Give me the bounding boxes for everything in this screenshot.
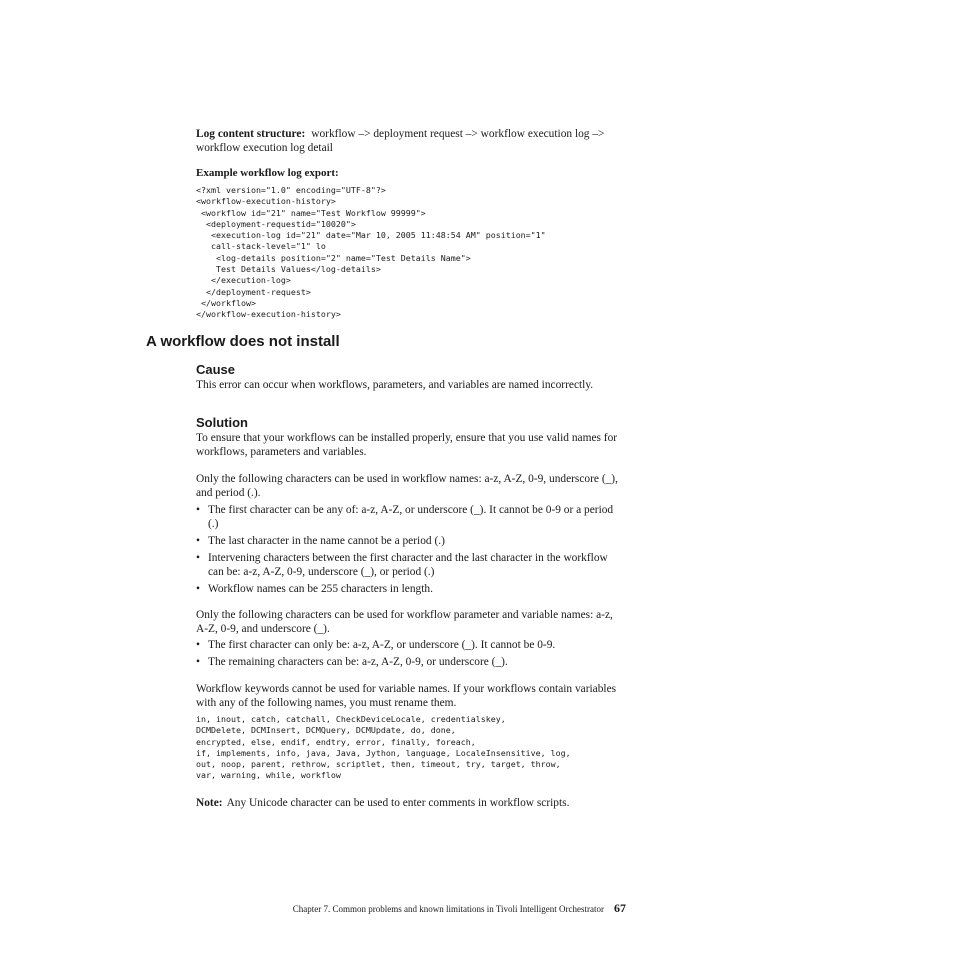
list-item: • The last character in the name cannot be a period (.) [196,534,626,548]
solution-paragraph-4: Workflow keywords cannot be used for variable names. If your workflows contain variables with any of the following names, you must rename them. [196,683,617,709]
cause-heading: Cause [196,362,236,377]
list-item: • The remaining characters can be: a-z, A-Z, 0-9, or underscore (_). [196,655,626,669]
xml-code-block: <?xml version="1.0" encoding="UTF-8"?> <workflow-execution-history> <workflow id="21" name="Test Workflow 99999"> <deployment-requestid="10020"> <execution-log id="21" date="Mar 10, 2005 11:48:54 AM" position="1" call-stack-level="1" lo <log-details position="2" name="Test Details Name"> Test Details Values</log-details> </execution-log> </deployment-request> </workflow> </workflow-execution-history> [196,185,546,320]
list-item: • The first character can only be: a-z, A-Z, or underscore (_). It cannot be 0-9. [196,638,626,652]
note-label: Note: [196,797,223,809]
solution-paragraph-2: Only the following characters can be used in workflow names: a-z, A-Z, 0-9, underscore (_), and period (.). [196,473,618,499]
solution-heading: Solution [196,415,248,430]
footer-chapter: Chapter 7. Common problems and known limitations in Tivoli Intelligent Orchestrator [292,904,604,914]
log-structure-label: Log content structure: [196,128,306,140]
workflow-name-rules-list [196,503,626,599]
note-text: Any Unicode character can be used to enter comments in workflow scripts. [226,797,570,809]
log-structure-paragraph [196,127,626,155]
list-item: • Intervening characters between the first character and the last character in the workflow can be: a-z, A-Z, 0-9, underscore (_), or period (.) [196,551,626,579]
log-structure-text: workflow –> deployment request –> workflow execution log –> workflow execution log detail [196,128,605,154]
cause-text: This error can occur when workflows, parameters, and variables are named incorrectly. [196,379,594,391]
page-number: 67 [614,901,626,915]
note-paragraph [196,796,626,810]
variable-name-rules-list [196,638,626,672]
solution-paragraph-1: To ensure that your workflows can be installed properly, ensure that you use valid names for workflows, parameters and variables. [196,432,618,458]
list-item: • Workflow names can be 255 characters in length. [196,582,626,596]
solution-paragraph-3: Only the following characters can be used for workflow parameter and variable names: a-z, A-Z, 0-9, and underscore (_). [196,609,613,635]
page-footer [200,901,626,916]
example-title: Example workflow log export: [196,167,339,179]
keywords-code-block: in, inout, catch, catchall, CheckDeviceLocale, credentialskey, DCMDelete, DCMInsert, DCMQuery, DCMUpdate, do, done, encrypted, else, endif, endtry, error, finally, foreach, if, implements, info, java, Java, Jython, language, LocaleInsensitive, log, out, noop, parent, rethrow, scriptlet, then, timeout, try, target, throw, var, warning, while, workflow [196,714,571,781]
list-item: • The first character can be any of: a-z, A-Z, or underscore (_). It cannot be 0-9 or a period (.) [196,503,626,531]
section-title: A workflow does not install [146,333,340,350]
